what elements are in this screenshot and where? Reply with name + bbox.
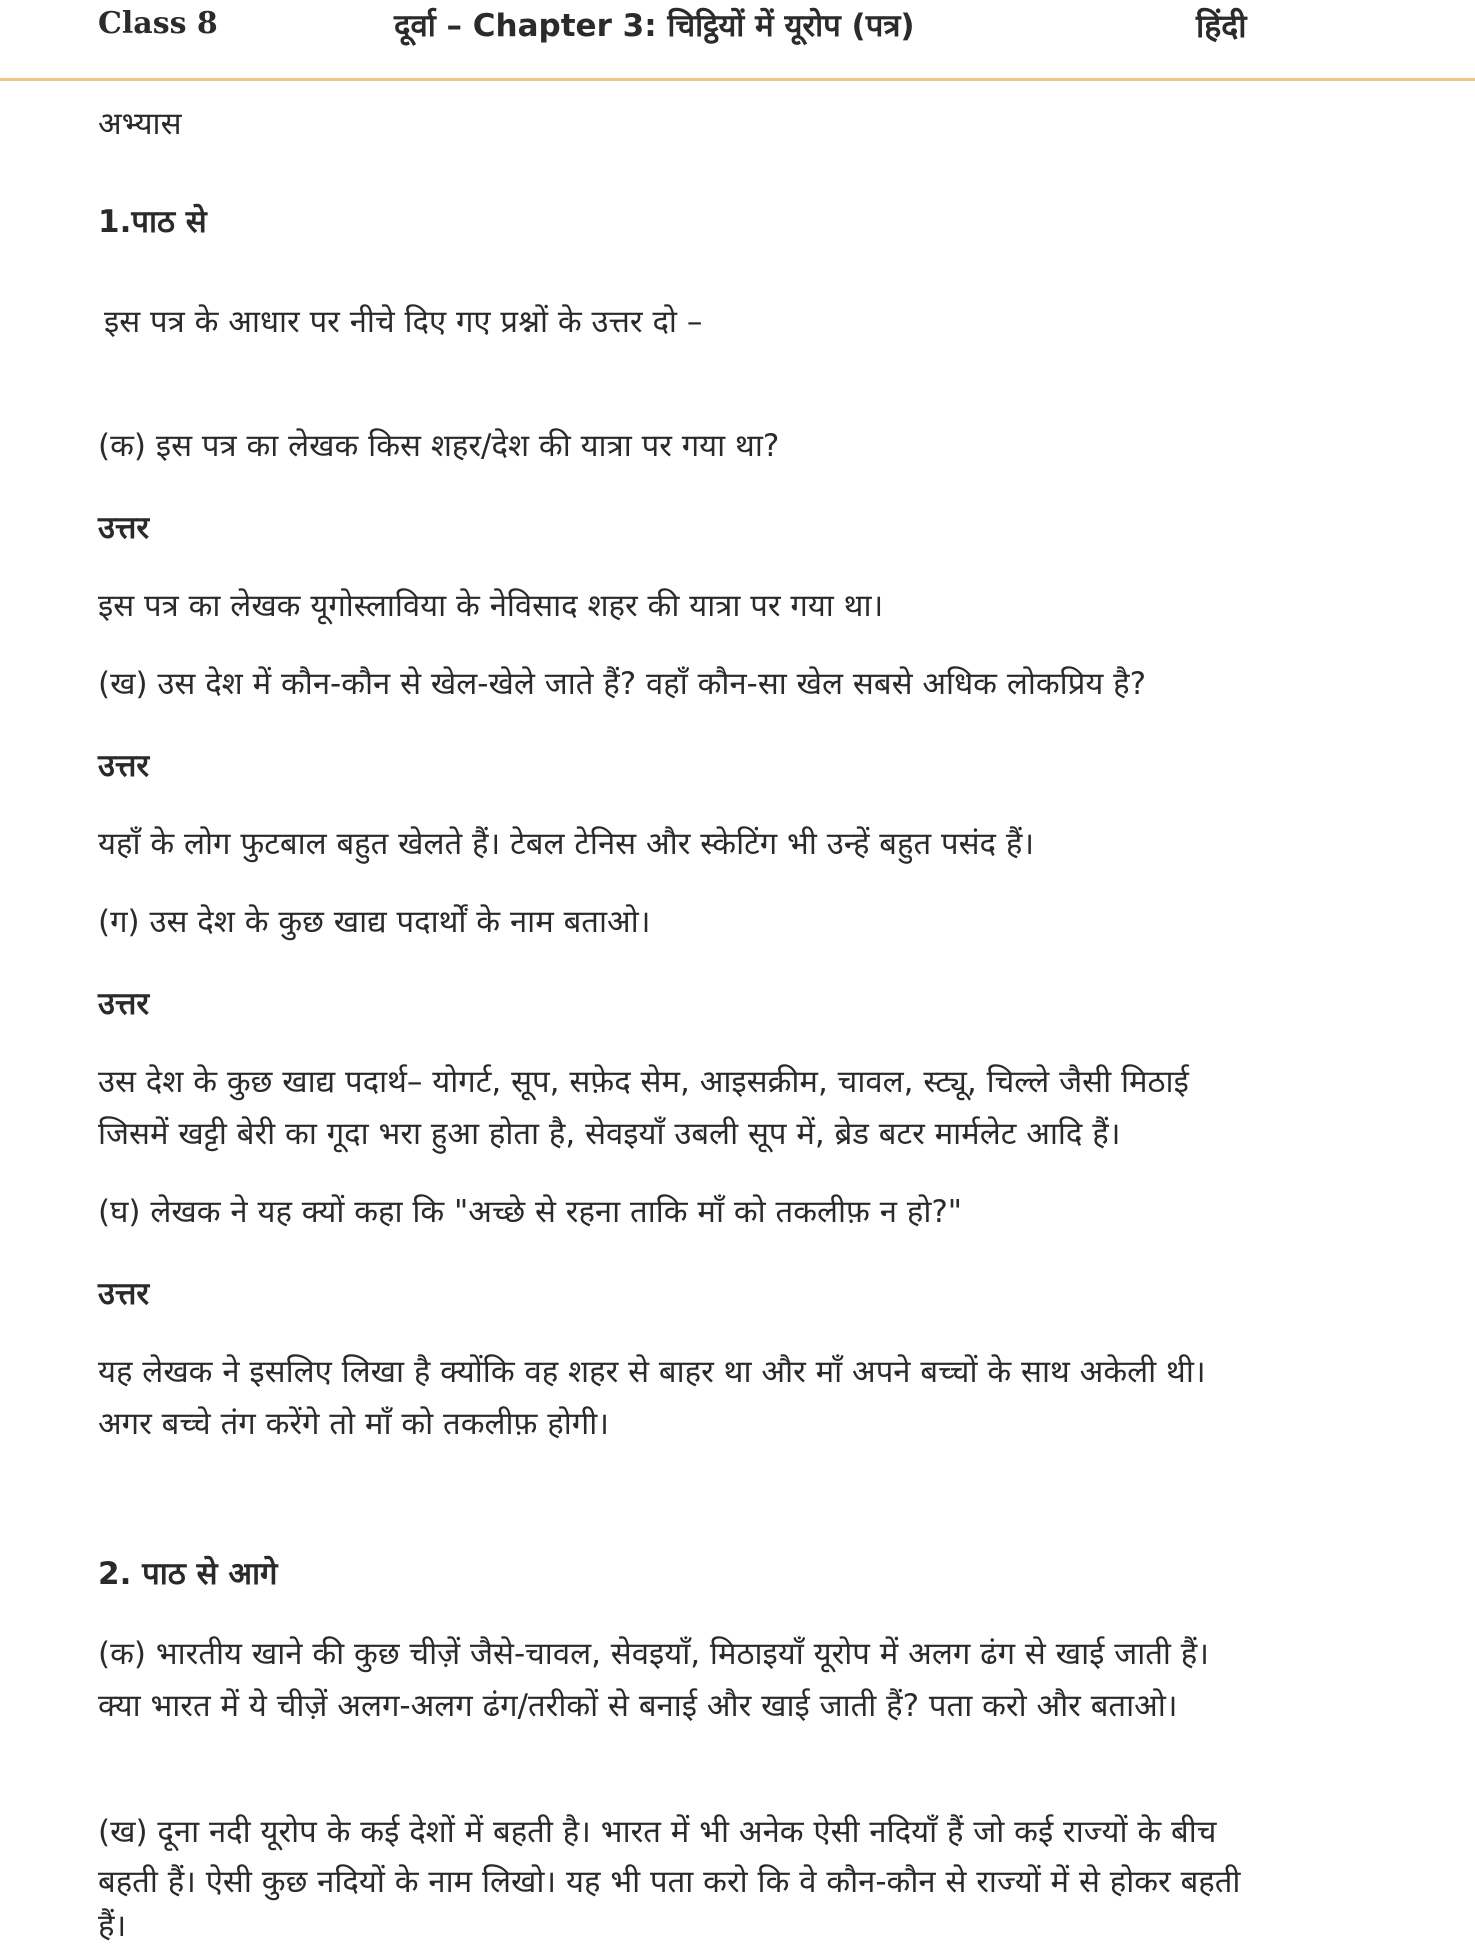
answer-label: उत्तर — [98, 1276, 150, 1312]
subject-label: हिंदी — [1196, 7, 1247, 45]
answer-label: उत्तर — [98, 986, 150, 1022]
question-kha: (ख) उस देश में कौन-कौन से खेल-खेले जाते हैं? वहाँ कौन-सा खेल सबसे अधिक लोकप्रिय है? — [98, 666, 1147, 702]
s2-question-kha-line-2: बहती हैं। ऐसी कुछ नदियों के नाम लिखो। यह भी पता करो कि वे कौन-कौन से राज्यों में से होकर बहती — [98, 1864, 1241, 1900]
answer-ka: इस पत्र का लेखक यूगोस्लाविया के नेविसाद शहर की यात्रा पर गया था। — [98, 588, 884, 624]
question-gha: (घ) लेखक ने यह क्यों कहा कि "अच्छे से रहना ताकि माँ को तकलीफ़ न हो?" — [98, 1194, 963, 1230]
answer-kha: यहाँ के लोग फुटबाल बहुत खेलते हैं। टेबल टेनिस और स्केटिंग भी उन्हें बहुत पसंद हैं। — [98, 826, 1035, 862]
answer-label: उत्तर — [98, 748, 150, 784]
section-1-intro: इस पत्र के आधार पर नीचे दिए गए प्रश्नों के उत्तर दो – — [104, 304, 703, 340]
answer-ga-line-1: उस देश के कुछ खाद्य पदार्थ– योगर्ट, सूप, सफ़ेद सेम, आइसक्रीम, चावल, स्ट्यू, चिल्ले जैसी मिठाई — [98, 1064, 1189, 1100]
question-ka: (क) इस पत्र का लेखक किस शहर/देश की यात्रा पर गया था? — [98, 428, 780, 464]
page-header — [0, 0, 1475, 81]
s2-question-kha-line-3: हैं। — [98, 1908, 127, 1944]
chapter-title: दूर्वा – Chapter 3: चिट्ठियों में यूरोप (पत्र) — [394, 8, 915, 44]
s2-question-kha-line-1: (ख) दूना नदी यूरोप के कई देशों में बहती है। भारत में भी अनेक ऐसी नदियाँ हैं जो कई राज्यों के बीच — [98, 1814, 1217, 1850]
answer-gha-line-1: यह लेखक ने इसलिए लिखा है क्योंकि वह शहर से बाहर था और माँ अपने बच्चों के साथ अकेली थी। — [98, 1354, 1206, 1390]
question-ga: (ग) उस देश के कुछ खाद्य पदार्थों के नाम बताओ। — [98, 904, 651, 940]
section-1-heading: 1.पाठ से — [98, 204, 207, 240]
answer-gha-line-2: अगर बच्चे तंग करेंगे तो माँ को तकलीफ़ होगी। — [98, 1406, 610, 1442]
s2-question-ka-line-2: क्या भारत में ये चीज़ें अलग-अलग ढंग/तरीकों से बनाई और खाई जाती हैं? पता करो और बताओ। — [98, 1688, 1178, 1724]
class-label: Class 8 — [98, 6, 218, 41]
s2-question-ka-line-1: (क) भारतीय खाने की कुछ चीज़ें जैसे-चावल, सेवइयाँ, मिठाइयाँ यूरोप में अलग ढंग से खाई जाती हैं। — [98, 1636, 1209, 1672]
exercise-label: अभ्यास — [98, 106, 182, 142]
answer-ga-line-2: जिसमें खट्टी बेरी का गूदा भरा हुआ होता है, सेवइयाँ उबली सूप में, ब्रेड बटर मार्मलेट आदि हैं। — [98, 1116, 1121, 1152]
answer-label: उत्तर — [98, 510, 150, 546]
section-2-heading: 2. पाठ से आगे — [98, 1556, 278, 1592]
